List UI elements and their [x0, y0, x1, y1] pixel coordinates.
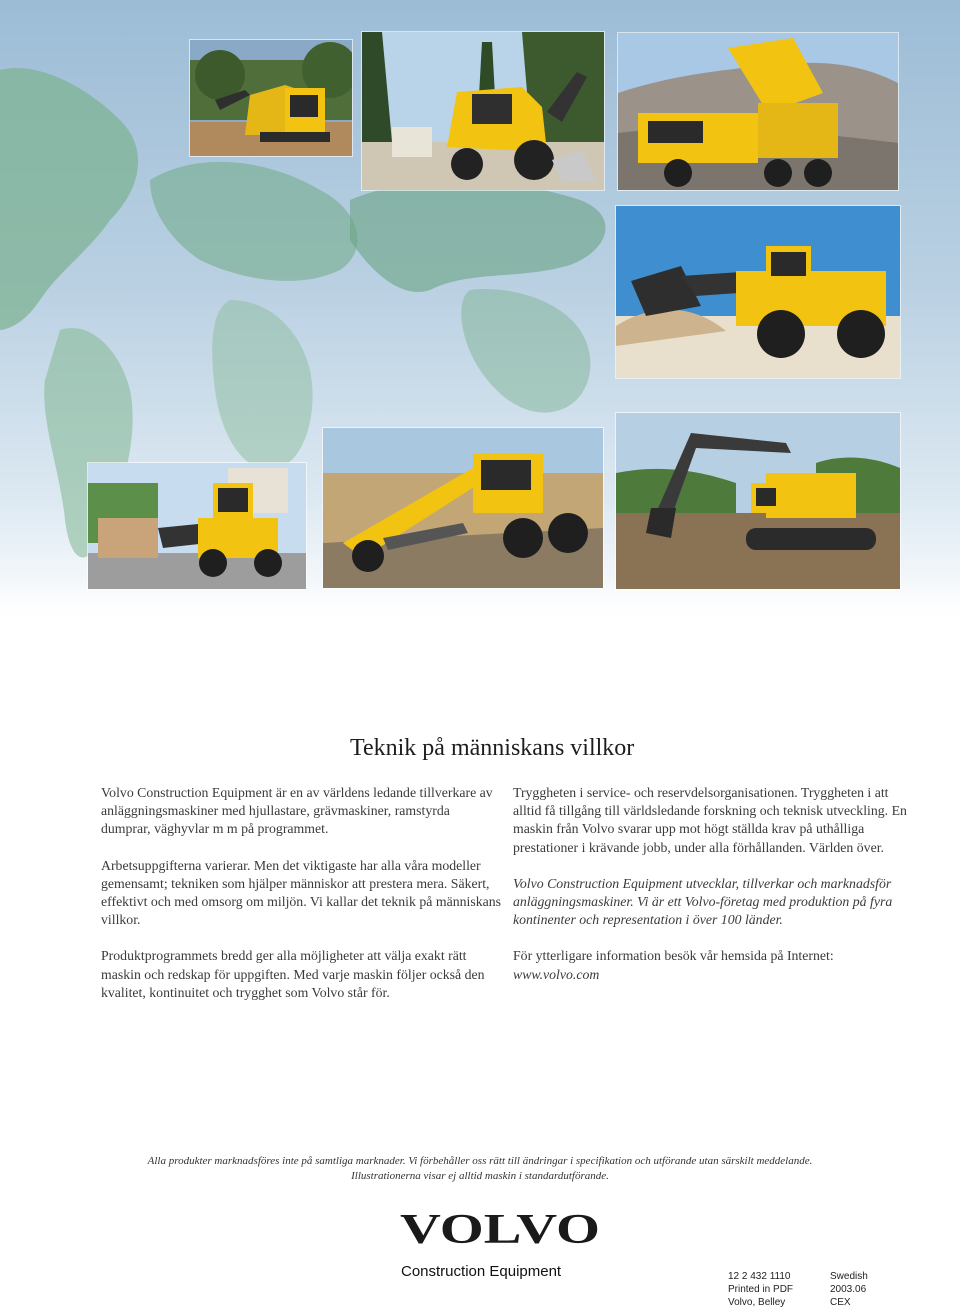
logo-text: VOLVO	[400, 1208, 600, 1250]
compact-excavator-photo	[190, 40, 352, 156]
crawler-excavator-photo	[616, 413, 900, 589]
security-paragraph: Tryggheten i service- och reservdelsorganisationen. Tryggheten i att alltid få tillgång till världsledande forskning och teknisk utveckling. En maskin från Volvo svarar upp mot högt ställda krav på uthålliga prestationer i krävande jobb, under alla förhållanden. Världen över.	[513, 785, 907, 855]
info-paragraph	[513, 947, 913, 983]
compact-wheel-loader-photo	[88, 463, 306, 589]
hero-collage	[0, 0, 960, 625]
backhoe-loader-photo	[362, 32, 604, 190]
tasks-paragraph: Arbetsuppgifterna varierar. Men det viktigaste har alla våra modeller gemensamt; tekniken som hjälper människor att prestera mera. Säkert, effektivt och med omsorg om miljön. Vi kallar det teknik på människans villkor.	[101, 857, 501, 928]
document-number: 12 2 432 1110	[728, 1271, 791, 1282]
wheel-loader-photo	[616, 206, 900, 378]
right-column	[513, 784, 913, 984]
articulated-hauler-photo	[618, 33, 898, 190]
company-paragraph: Volvo Construction Equipment utvecklar, tillverkar och marknadsför anläggningsmaskiner. Vi är ett Volvo-företag med produktion på fyra kontinenter och representation i över 100 länder.	[513, 875, 893, 928]
page-title: Teknik på människans villkor	[350, 735, 635, 761]
website-link[interactable]: www.volvo.com	[513, 966, 600, 982]
motor-grader-photo	[323, 428, 603, 588]
info-text: För ytterligare information besök vår hemsida på Internet:	[513, 948, 834, 964]
volvo-logo	[398, 1208, 602, 1250]
print-date: 2003.06	[830, 1284, 867, 1295]
language: Swedish	[830, 1271, 868, 1282]
print-format: Printed in PDF	[728, 1284, 794, 1295]
brand-subtitle: Construction Equipment	[401, 1263, 562, 1280]
disclaimer-line-2: Illustrationerna visar ej alltid maskin i standardutförande.	[351, 1170, 609, 1182]
product-range-paragraph: Produktprogrammets bredd ger alla möjligheter att välja exakt rätt maskin och redskap för uppgiften. Med varje maskin följer också den kvalitet, kontinuitet och trygghet som Volvo står för.	[101, 948, 485, 1000]
print-meta-right	[830, 1270, 868, 1309]
disclaimer-line-1: Alla produkter marknadsföres inte på samtliga marknader. Vi förbehåller oss rätt till ändringar i specifikation och utförande utan särskilt meddelande.	[147, 1155, 813, 1167]
region-code: CEX	[830, 1297, 851, 1308]
intro-paragraph: Volvo Construction Equipment är en av världens ledande tillverkare av anläggningsmaskiner med hjullastare, grävmaskiner, ramstyrda dumprar, väghyvlar m m på programmet.	[101, 785, 493, 837]
printer-location: Volvo, Belley	[728, 1297, 786, 1308]
print-meta-left	[728, 1270, 793, 1309]
left-column	[101, 784, 501, 1020]
disclaimer	[60, 1154, 900, 1184]
volvo-wordmark-icon	[398, 1208, 602, 1250]
